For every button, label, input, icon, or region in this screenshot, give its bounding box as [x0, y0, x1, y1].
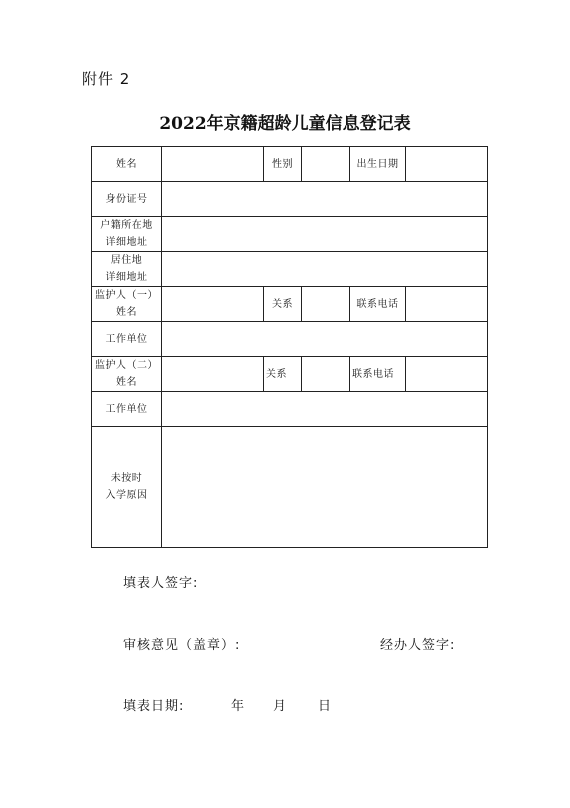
guardian2-label: [92, 357, 162, 392]
household-address-label-line1: 户籍所在地: [100, 220, 153, 231]
relation2-label: 关系: [264, 357, 302, 392]
birth-date-label: 出生日期: [350, 147, 406, 182]
guardian1-label-line2: 姓名: [116, 307, 137, 318]
residence-label: [92, 252, 162, 287]
fill-date-label: 填表日期:: [123, 699, 185, 714]
date-month-label: 月: [273, 699, 287, 714]
date-year-label: 年: [231, 699, 245, 714]
household-address-label-line2: 详细地址: [105, 237, 148, 248]
gender-field[interactable]: [302, 147, 350, 182]
guardian1-label-line1: 监护人（一）: [95, 290, 158, 301]
review-opinion-label: 审核意见（盖章）:: [123, 638, 241, 653]
phone2-label: 联系电话: [350, 357, 406, 392]
name-field[interactable]: [162, 147, 264, 182]
gender-label: 性别: [264, 147, 302, 182]
registration-table: [91, 146, 488, 548]
guardian2-label-line1: 监护人（二）: [95, 360, 158, 371]
filler-signature-label: 填表人签字:: [123, 576, 199, 591]
relation1-field[interactable]: [302, 287, 350, 322]
reason-label-line2: 入学原因: [105, 490, 148, 501]
residence-label-line2: 详细地址: [105, 272, 148, 283]
workplace1-label: 工作单位: [92, 322, 162, 357]
household-address-label: [92, 217, 162, 252]
reason-field[interactable]: [162, 427, 488, 548]
birth-date-field[interactable]: [406, 147, 488, 182]
relation1-label: 关系: [264, 287, 302, 322]
form-title: 2022年京籍超龄儿童信息登记表: [159, 114, 411, 134]
id-number-field[interactable]: [162, 182, 488, 217]
guardian1-name-field[interactable]: [162, 287, 264, 322]
guardian2-name-field[interactable]: [162, 357, 264, 392]
handler-signature-label: 经办人签字:: [380, 638, 456, 653]
guardian1-label: [92, 287, 162, 322]
household-address-field[interactable]: [162, 217, 488, 252]
guardian2-label-line2: 姓名: [116, 377, 137, 388]
phone2-field[interactable]: [406, 357, 488, 392]
workplace2-label: 工作单位: [92, 392, 162, 427]
reason-label: [92, 427, 162, 548]
reason-label-line1: 未按时: [110, 473, 143, 484]
residence-label-line1: 居住地: [110, 255, 143, 266]
name-label: 姓名: [92, 147, 162, 182]
residence-field[interactable]: [162, 252, 488, 287]
phone1-field[interactable]: [406, 287, 488, 322]
date-day-label: 日: [318, 699, 332, 714]
workplace1-field[interactable]: [162, 322, 488, 357]
annex-label: 附件 2: [82, 70, 131, 88]
phone1-label: 联系电话: [350, 287, 406, 322]
relation2-field[interactable]: [302, 357, 350, 392]
workplace2-field[interactable]: [162, 392, 488, 427]
id-number-label: 身份证号: [92, 182, 162, 217]
